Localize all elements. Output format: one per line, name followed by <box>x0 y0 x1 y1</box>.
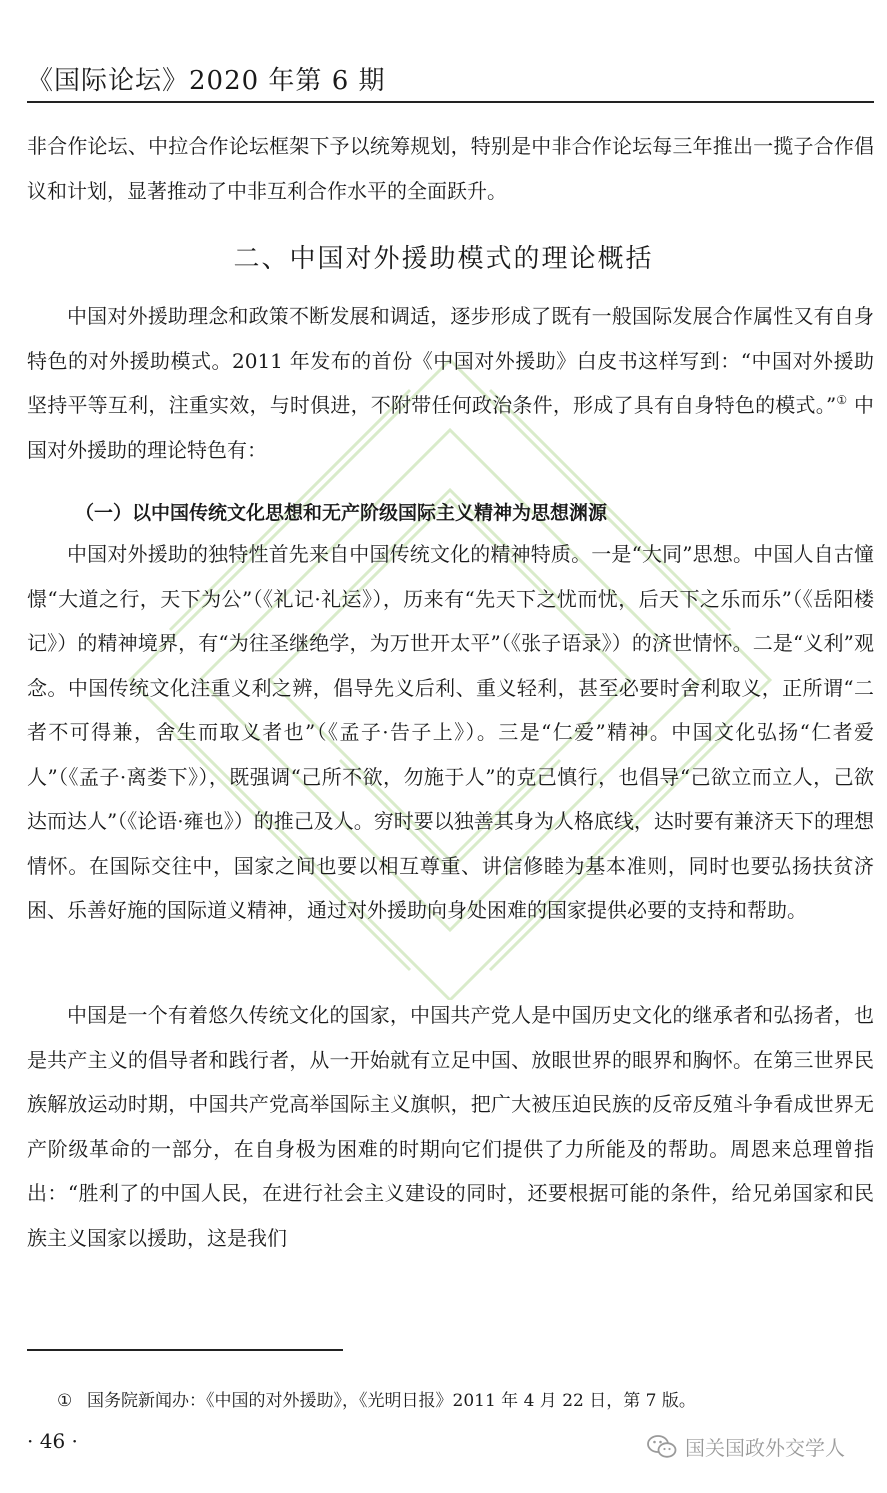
body-paragraph-1: 中国对外援助的独特性首先来自中国传统文化的精神特质。一是“大同”思想。中国人自古憧憬“大道之行，天下为公”（《礼记·礼运》），历来有“先天下之忧而忧，后天下之乐而乐”（《岳阳楼记》）的精神境界，有“为往圣继绝学，为万世开太平”（《张子语录》）的济世情怀。二是“义利”观念。中国传统文化注重义利之辨，倡导先义后利、重义轻利，甚至必要时舍利取义，正所谓“二者不可得兼，舍生而取义者也”（《孟子·告子上》）。三是“仁爱”精神。中国文化弘扬“仁者爱人”（《孟子·离娄下》），既强调“己所不欲，勿施于人”的克己慎行，也倡导“己欲立而立人，己欲达而达人”（《论语·雍也》）的推己及人。穷时要以独善其身为人格底线，达时要有兼济天下的理想情怀。在国际交往中，国家之间也要以相互尊重、讲信修睦为基本准则，同时也要弘扬扶贫济困、乐善好施的国际道义精神，通过对外援助向身处困难的国家提供必要的支持和帮助。 <box>27 542 874 922</box>
section-intro-paragraph <box>27 294 874 472</box>
footnote-text: 国务院新闻办：《中国的对外援助》，《光明日报》2011 年 4 月 22 日，第 7 版。 <box>87 1391 696 1411</box>
section-intro-text: 中国对外援助理念和政策不断发展和调适，逐步形成了既有一般国际发展合作属性又有自身特色的对外援助模式。2011 年发布的首份《中国对外援助》白皮书这样写到：“中国对外援助坚持平等互利，注重实效，与时俱进，不附带任何政治条件，形成了具有自身特色的模式。” <box>27 304 874 417</box>
section-intro-tail: 中国对外援助的理论特色有： <box>27 393 875 462</box>
footnote-reference[interactable]: ① <box>836 393 848 407</box>
account-name: 国关国政外交学人 <box>685 1436 845 1460</box>
account-brand <box>647 1432 845 1461</box>
body-paragraph-2: 中国是一个有着悠久传统文化的国家，中国共产党人是中国历史文化的继承者和弘扬者，也是共产主义的倡导者和践行者，从一开始就有立足中国、放眼世界的眼界和胸怀。在第三世界民族解放运动时期，中国共产党高举国际主义旗帜，把广大被压迫民族的反帝反殖斗争看成世界无产阶级革命的一部分，在自身极为困难的时期向它们提供了力所能及的帮助。周恩来总理曾指出：“胜利了的中国人民，在进行社会主义建设的同时，还要根据可能的条件，给兄弟国家和民族主义国家以援助，这是我们 <box>27 1003 874 1250</box>
section-title: 二、中国对外援助模式的理论概括 <box>233 244 654 274</box>
subsection-title: （一）以中国传统文化思想和无产阶级国际主义精神为思想渊源 <box>75 502 608 524</box>
continuation-paragraph: 非合作论坛、中拉合作论坛框架下予以统筹规划，特别是中非合作论坛每三年推出一揽子合作倡议和计划，显著推动了中非互利合作水平的全面跃升。 <box>27 134 874 203</box>
footnote-number: ① <box>57 1391 73 1411</box>
footnote <box>57 1386 696 1411</box>
page-number: · 46 · <box>27 1429 78 1453</box>
header-rule <box>27 101 874 103</box>
footnote-rule <box>27 1349 343 1351</box>
journal-running-head: 《国际论坛》2020 年第 6 期 <box>27 66 386 96</box>
wechat-icon <box>647 1434 677 1460</box>
